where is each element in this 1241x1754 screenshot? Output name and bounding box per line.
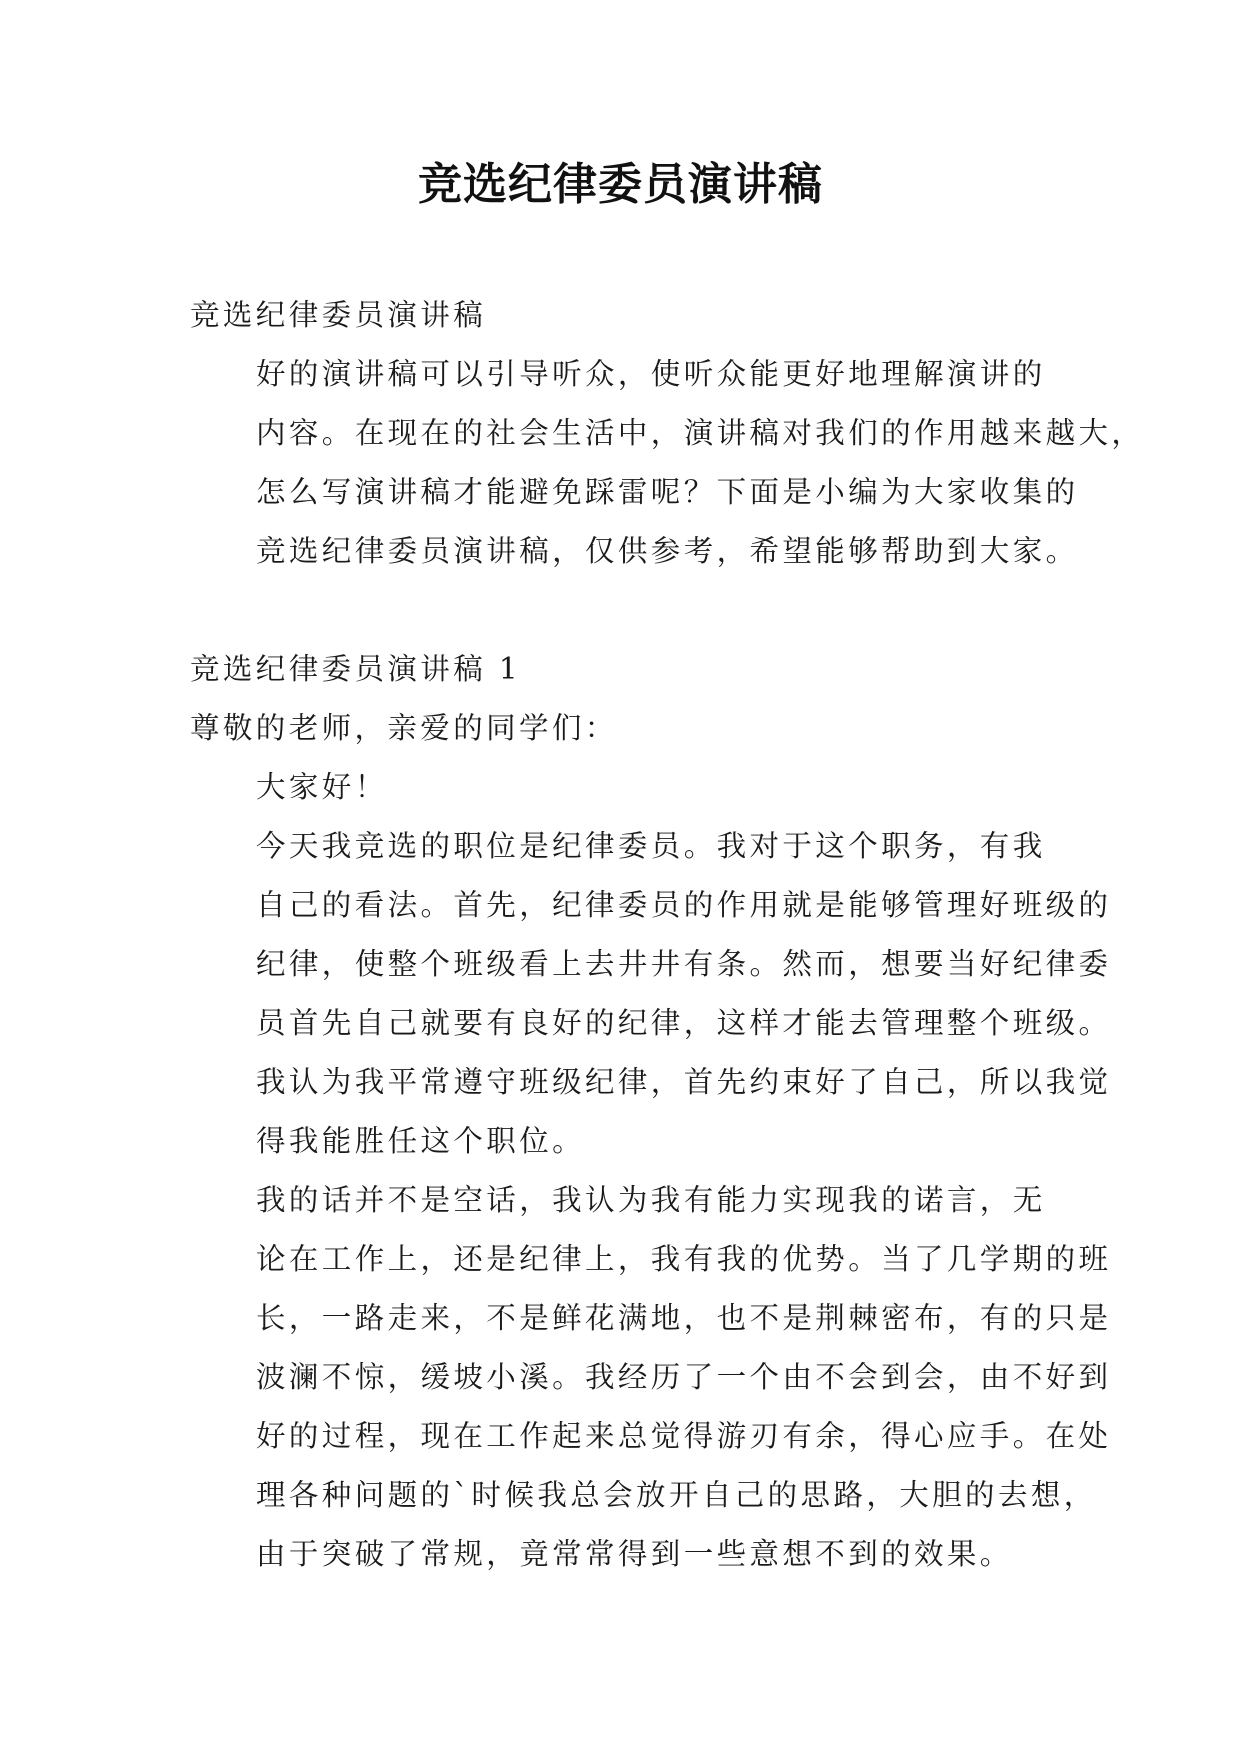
section-heading: 竞选纪律委员演讲稿 1: [190, 652, 522, 686]
paragraph-line: 得我能胜任这个职位。: [256, 1124, 586, 1158]
intro-paragraph: [190, 345, 1145, 581]
intro-line: 怎么写演讲稿才能避免踩雷呢？下面是小编为大家收集的: [256, 475, 1079, 509]
greeting: 大家好！: [256, 770, 388, 804]
paragraph-line: 我认为我平常遵守班级纪律，首先约束好了自己，所以我觉: [256, 1065, 1112, 1099]
paragraph-line: 论在工作上，还是纪律上，我有我的优势。当了几学期的班: [256, 1242, 1112, 1276]
intro-line: 好的演讲稿可以引导听众，使听众能更好地理解演讲的: [256, 357, 1046, 391]
document-subtitle: 竞选纪律委员演讲稿: [190, 298, 487, 332]
salutation: 尊敬的老师，亲爱的同学们：: [190, 711, 618, 745]
paragraph-line: 自己的看法。首先，纪律委员的作用就是能够管理好班级的: [256, 888, 1112, 922]
paragraph-line: 理各种问题的`时候我总会放开自己的思路，大胆的去想，: [256, 1478, 1097, 1512]
body-paragraph-1: [190, 817, 1112, 1171]
paragraph-line: 我的话并不是空话，我认为我有能力实现我的诺言，无: [256, 1183, 1046, 1217]
intro-line: 内容。在现在的社会生活中，演讲稿对我们的作用越来越大，: [256, 416, 1145, 450]
intro-line: 竞选纪律委员演讲稿，仅供参考，希望能够帮助到大家。: [256, 534, 1079, 568]
paragraph-line: 波澜不惊，缓坡小溪。我经历了一个由不会到会，由不好到: [256, 1360, 1112, 1394]
paragraph-line: 纪律，使整个班级看上去井井有条。然而，想要当好纪律委: [256, 947, 1112, 981]
paragraph-line: 由于突破了常规，竟常常得到一些意想不到的效果。: [256, 1537, 1013, 1571]
paragraph-line: 今天我竞选的职位是纪律委员。我对于这个职务，有我: [256, 829, 1046, 863]
body-paragraph-2: [190, 1171, 1112, 1584]
document-title: 竞选纪律委员演讲稿: [418, 159, 823, 210]
paragraph-line: 长，一路走来，不是鲜花满地，也不是荆棘密布，有的只是: [256, 1301, 1112, 1335]
paragraph-line: 员首先自己就要有良好的纪律，这样才能去管理整个班级。: [256, 1006, 1112, 1040]
paragraph-line: 好的过程，现在工作起来总觉得游刃有余，得心应手。在处: [256, 1419, 1112, 1453]
document-body: [190, 286, 1145, 1584]
